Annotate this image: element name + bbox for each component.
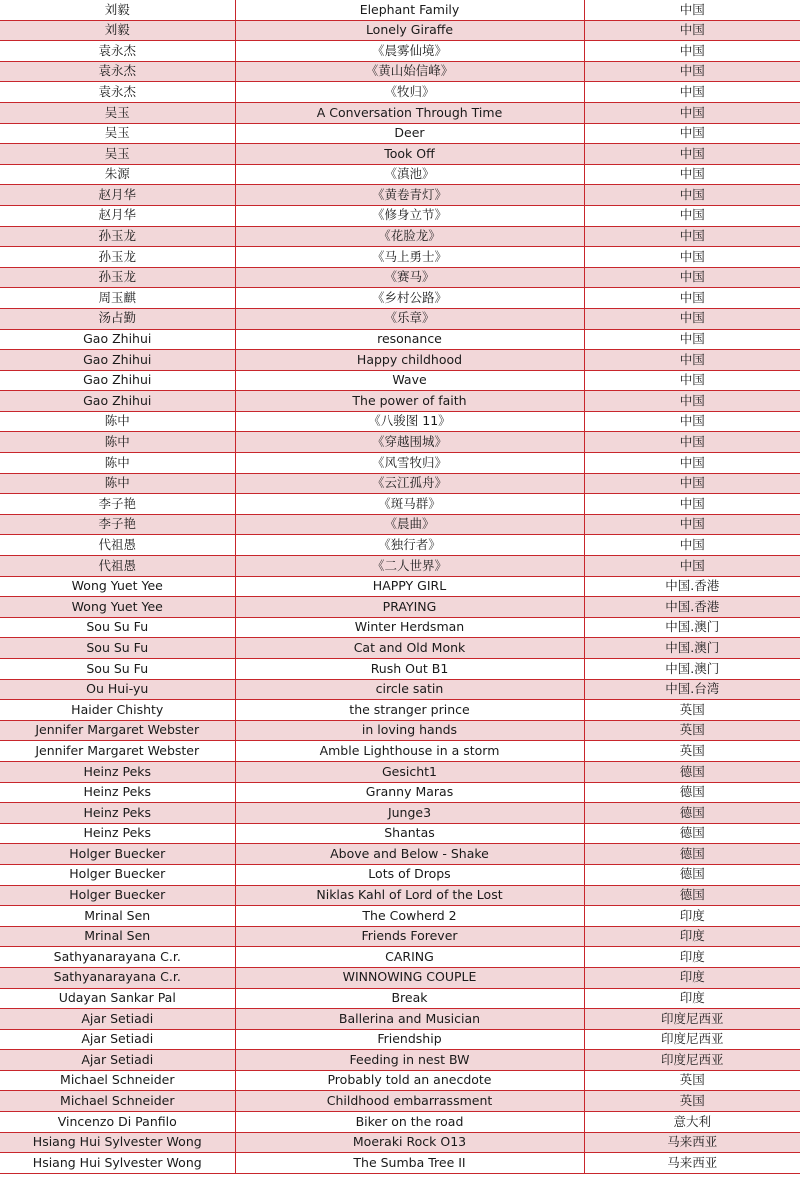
photographer-cell: 刘毅 — [0, 0, 235, 20]
table-row — [0, 123, 800, 144]
table-row — [0, 864, 800, 885]
work-title-cell: 《黄山始信峰》 — [235, 61, 584, 82]
country-cell: 德国 — [584, 844, 800, 865]
work-title-cell: WINNOWING COUPLE — [235, 967, 584, 988]
photographer-cell: 袁永杰 — [0, 82, 235, 103]
work-title-cell: Winter Herdsman — [235, 617, 584, 638]
work-title-cell: Cat and Old Monk — [235, 638, 584, 659]
photographer-cell: 李子艳 — [0, 494, 235, 515]
photographer-cell: Gao Zhihui — [0, 370, 235, 391]
photographer-cell: Sou Su Fu — [0, 638, 235, 659]
photographer-cell: Heinz Peks — [0, 782, 235, 803]
work-title-cell: Probably told an anecdote — [235, 1070, 584, 1091]
country-cell: 中国 — [584, 144, 800, 165]
table-row — [0, 844, 800, 865]
work-title-cell: Feeding in nest BW — [235, 1050, 584, 1071]
country-cell: 中国 — [584, 0, 800, 20]
country-cell: 德国 — [584, 782, 800, 803]
work-title-cell: Friends Forever — [235, 926, 584, 947]
work-title-cell: Above and Below - Shake — [235, 844, 584, 865]
country-cell: 中国 — [584, 102, 800, 123]
photographer-cell: Mrinal Sen — [0, 926, 235, 947]
work-title-cell: 《修身立节》 — [235, 205, 584, 226]
country-cell: 印度尼西亚 — [584, 1029, 800, 1050]
country-cell: 中国 — [584, 535, 800, 556]
photographer-cell: Jennifer Margaret Webster — [0, 720, 235, 741]
work-title-cell: Lots of Drops — [235, 864, 584, 885]
country-cell: 中国 — [584, 226, 800, 247]
table-row — [0, 473, 800, 494]
country-cell: 中国 — [584, 453, 800, 474]
table-row — [0, 720, 800, 741]
photographer-cell: Michael Schneider — [0, 1091, 235, 1112]
table-row — [0, 1029, 800, 1050]
photographer-cell: Hsiang Hui Sylvester Wong — [0, 1132, 235, 1153]
country-cell: 印度 — [584, 988, 800, 1009]
photographer-cell: 吴玉 — [0, 102, 235, 123]
country-cell: 英国 — [584, 720, 800, 741]
table-row — [0, 906, 800, 927]
work-title-cell: 《穿越围城》 — [235, 432, 584, 453]
photographer-cell: Gao Zhihui — [0, 350, 235, 371]
photographer-cell: Wong Yuet Yee — [0, 597, 235, 618]
country-cell: 中国 — [584, 329, 800, 350]
country-cell: 中国 — [584, 267, 800, 288]
table-row — [0, 453, 800, 474]
country-cell: 印度 — [584, 926, 800, 947]
work-title-cell: Lonely Giraffe — [235, 20, 584, 41]
table-row — [0, 659, 800, 680]
table-row — [0, 144, 800, 165]
work-title-cell: Gesicht1 — [235, 761, 584, 782]
photographer-cell: 赵月华 — [0, 185, 235, 206]
country-cell: 中国.香港 — [584, 576, 800, 597]
table-row — [0, 411, 800, 432]
work-title-cell: circle satin — [235, 679, 584, 700]
table-row — [0, 0, 800, 20]
country-cell: 中国 — [584, 432, 800, 453]
photographer-cell: 汤占勤 — [0, 308, 235, 329]
table-row — [0, 247, 800, 268]
photographer-cell: Haider Chishty — [0, 700, 235, 721]
country-cell: 印度 — [584, 906, 800, 927]
table-row — [0, 1153, 800, 1174]
work-title-cell: resonance — [235, 329, 584, 350]
photographer-cell: 代祖愚 — [0, 535, 235, 556]
work-title-cell: Granny Maras — [235, 782, 584, 803]
work-title-cell: Junge3 — [235, 803, 584, 824]
work-title-cell: Took Off — [235, 144, 584, 165]
country-cell: 中国.香港 — [584, 597, 800, 618]
table-row — [0, 556, 800, 577]
photographer-cell: Holger Buecker — [0, 864, 235, 885]
photographer-cell: 袁永杰 — [0, 61, 235, 82]
table-row — [0, 782, 800, 803]
photographer-cell: 赵月华 — [0, 205, 235, 226]
work-title-cell: 《独行者》 — [235, 535, 584, 556]
table-row — [0, 617, 800, 638]
table-row — [0, 308, 800, 329]
country-cell: 英国 — [584, 741, 800, 762]
photographer-cell: Gao Zhihui — [0, 329, 235, 350]
work-title-cell: 《牧归》 — [235, 82, 584, 103]
country-cell: 英国 — [584, 1070, 800, 1091]
table-row — [0, 597, 800, 618]
country-cell: 中国 — [584, 556, 800, 577]
work-title-cell: in loving hands — [235, 720, 584, 741]
country-cell: 德国 — [584, 823, 800, 844]
country-cell: 中国 — [584, 494, 800, 515]
table-row — [0, 926, 800, 947]
work-title-cell: 《黄卷青灯》 — [235, 185, 584, 206]
work-title-cell: The Sumba Tree II — [235, 1153, 584, 1174]
photographer-cell: Udayan Sankar Pal — [0, 988, 235, 1009]
photographer-cell: Gao Zhihui — [0, 391, 235, 412]
table-row — [0, 226, 800, 247]
work-title-cell: 《八骏图 11》 — [235, 411, 584, 432]
table-row — [0, 1132, 800, 1153]
work-title-cell: Biker on the road — [235, 1112, 584, 1133]
work-title-cell: CARING — [235, 947, 584, 968]
photographer-cell: 陈中 — [0, 453, 235, 474]
work-title-cell: 《马上勇士》 — [235, 247, 584, 268]
table-row — [0, 761, 800, 782]
country-cell: 中国.澳门 — [584, 659, 800, 680]
table-row — [0, 1009, 800, 1030]
country-cell: 中国 — [584, 370, 800, 391]
work-title-cell: Ballerina and Musician — [235, 1009, 584, 1030]
country-cell: 德国 — [584, 864, 800, 885]
photographer-cell: Holger Buecker — [0, 885, 235, 906]
work-title-cell: Niklas Kahl of Lord of the Lost — [235, 885, 584, 906]
country-cell: 中国 — [584, 247, 800, 268]
work-title-cell: Childhood embarrassment — [235, 1091, 584, 1112]
table-row — [0, 988, 800, 1009]
photographer-cell: Sathyanarayana C.r. — [0, 947, 235, 968]
photographer-cell: Michael Schneider — [0, 1070, 235, 1091]
photographer-cell: 孙玉龙 — [0, 226, 235, 247]
photographer-cell: Heinz Peks — [0, 823, 235, 844]
photographer-cell: 周玉麒 — [0, 288, 235, 309]
table-row — [0, 803, 800, 824]
country-cell: 中国 — [584, 41, 800, 62]
work-title-cell: Amble Lighthouse in a storm — [235, 741, 584, 762]
photographer-cell: Mrinal Sen — [0, 906, 235, 927]
country-cell: 中国 — [584, 205, 800, 226]
photographer-cell: Holger Buecker — [0, 844, 235, 865]
photographer-cell: 吴玉 — [0, 144, 235, 165]
work-title-cell: 《乐章》 — [235, 308, 584, 329]
country-cell: 中国 — [584, 123, 800, 144]
country-cell: 中国.澳门 — [584, 638, 800, 659]
photographer-cell: 袁永杰 — [0, 41, 235, 62]
photographer-cell: 代祖愚 — [0, 556, 235, 577]
table-row — [0, 885, 800, 906]
photographer-cell: 陈中 — [0, 473, 235, 494]
table-row — [0, 741, 800, 762]
photographer-cell: 刘毅 — [0, 20, 235, 41]
photographer-cell: Sou Su Fu — [0, 617, 235, 638]
country-cell: 中国 — [584, 185, 800, 206]
work-title-cell: 《二人世界》 — [235, 556, 584, 577]
photographer-cell: Vincenzo Di Panfilo — [0, 1112, 235, 1133]
work-title-cell: 《晨曲》 — [235, 514, 584, 535]
table-row — [0, 267, 800, 288]
work-title-cell: 《云江孤舟》 — [235, 473, 584, 494]
work-title-cell: HAPPY GIRL — [235, 576, 584, 597]
work-title-cell: 《风雪牧归》 — [235, 453, 584, 474]
work-title-cell: Friendship — [235, 1029, 584, 1050]
work-title-cell: 《乡村公路》 — [235, 288, 584, 309]
photographer-cell: Ajar Setiadi — [0, 1009, 235, 1030]
country-cell: 中国 — [584, 391, 800, 412]
country-cell: 中国 — [584, 288, 800, 309]
table-row — [0, 823, 800, 844]
photographer-cell: 孙玉龙 — [0, 267, 235, 288]
country-cell: 中国 — [584, 164, 800, 185]
work-title-cell: the stranger prince — [235, 700, 584, 721]
country-cell: 中国 — [584, 20, 800, 41]
table-row — [0, 576, 800, 597]
photographer-cell: Ou Hui-yu — [0, 679, 235, 700]
table-row — [0, 535, 800, 556]
photographer-cell: Jennifer Margaret Webster — [0, 741, 235, 762]
work-title-cell: Elephant Family — [235, 0, 584, 20]
table-row — [0, 164, 800, 185]
table-row — [0, 329, 800, 350]
work-title-cell: Happy childhood — [235, 350, 584, 371]
work-title-cell: 《花脸龙》 — [235, 226, 584, 247]
table-row — [0, 61, 800, 82]
table-row — [0, 102, 800, 123]
country-cell: 印度尼西亚 — [584, 1050, 800, 1071]
photographer-cell: 孙玉龙 — [0, 247, 235, 268]
country-cell: 中国 — [584, 61, 800, 82]
country-cell: 印度尼西亚 — [584, 1009, 800, 1030]
photographer-cell: 吴玉 — [0, 123, 235, 144]
work-title-cell: 《晨雾仙境》 — [235, 41, 584, 62]
work-title-cell: Deer — [235, 123, 584, 144]
country-cell: 中国 — [584, 82, 800, 103]
work-title-cell: 《斑马群》 — [235, 494, 584, 515]
photographer-cell: Sathyanarayana C.r. — [0, 967, 235, 988]
table-row — [0, 494, 800, 515]
country-cell: 印度 — [584, 947, 800, 968]
table-row — [0, 514, 800, 535]
table-row — [0, 947, 800, 968]
work-title-cell: The power of faith — [235, 391, 584, 412]
work-title-cell: Break — [235, 988, 584, 1009]
table-row — [0, 185, 800, 206]
photographer-cell: 李子艳 — [0, 514, 235, 535]
country-cell: 英国 — [584, 700, 800, 721]
country-cell: 中国 — [584, 411, 800, 432]
country-cell: 中国.台湾 — [584, 679, 800, 700]
photographer-cell: Wong Yuet Yee — [0, 576, 235, 597]
photographer-cell: Heinz Peks — [0, 761, 235, 782]
table-row — [0, 350, 800, 371]
country-cell: 德国 — [584, 803, 800, 824]
country-cell: 中国 — [584, 308, 800, 329]
table-row — [0, 700, 800, 721]
table-row — [0, 432, 800, 453]
table-row — [0, 1091, 800, 1112]
photographer-cell: 陈中 — [0, 411, 235, 432]
table-row — [0, 82, 800, 103]
table-row — [0, 679, 800, 700]
work-title-cell: Rush Out B1 — [235, 659, 584, 680]
work-title-cell: 《滇池》 — [235, 164, 584, 185]
photographer-cell: Ajar Setiadi — [0, 1029, 235, 1050]
work-title-cell: 《赛马》 — [235, 267, 584, 288]
table-row — [0, 1050, 800, 1071]
country-cell: 中国 — [584, 350, 800, 371]
table-row — [0, 288, 800, 309]
country-cell: 英国 — [584, 1091, 800, 1112]
country-cell: 德国 — [584, 885, 800, 906]
table-row — [0, 1112, 800, 1133]
photographer-cell: Sou Su Fu — [0, 659, 235, 680]
work-title-cell: Shantas — [235, 823, 584, 844]
photographer-cell: 陈中 — [0, 432, 235, 453]
table-row — [0, 391, 800, 412]
table-row — [0, 1070, 800, 1091]
country-cell: 中国 — [584, 514, 800, 535]
table-row — [0, 20, 800, 41]
work-title-cell: Wave — [235, 370, 584, 391]
table-row — [0, 205, 800, 226]
country-cell: 印度 — [584, 967, 800, 988]
work-title-cell: A Conversation Through Time — [235, 102, 584, 123]
work-title-cell: The Cowherd 2 — [235, 906, 584, 927]
photographer-cell: Hsiang Hui Sylvester Wong — [0, 1153, 235, 1174]
country-cell: 马来西亚 — [584, 1132, 800, 1153]
work-title-cell: Moeraki Rock O13 — [235, 1132, 584, 1153]
country-cell: 德国 — [584, 761, 800, 782]
country-cell: 中国 — [584, 473, 800, 494]
country-cell: 马来西亚 — [584, 1153, 800, 1174]
table-row — [0, 41, 800, 62]
table-row — [0, 638, 800, 659]
photographer-cell: 朱源 — [0, 164, 235, 185]
photographer-cell: Ajar Setiadi — [0, 1050, 235, 1071]
table-row — [0, 967, 800, 988]
photographer-cell: Heinz Peks — [0, 803, 235, 824]
table-row — [0, 370, 800, 391]
country-cell: 中国.澳门 — [584, 617, 800, 638]
work-title-cell: PRAYING — [235, 597, 584, 618]
country-cell: 意大利 — [584, 1112, 800, 1133]
